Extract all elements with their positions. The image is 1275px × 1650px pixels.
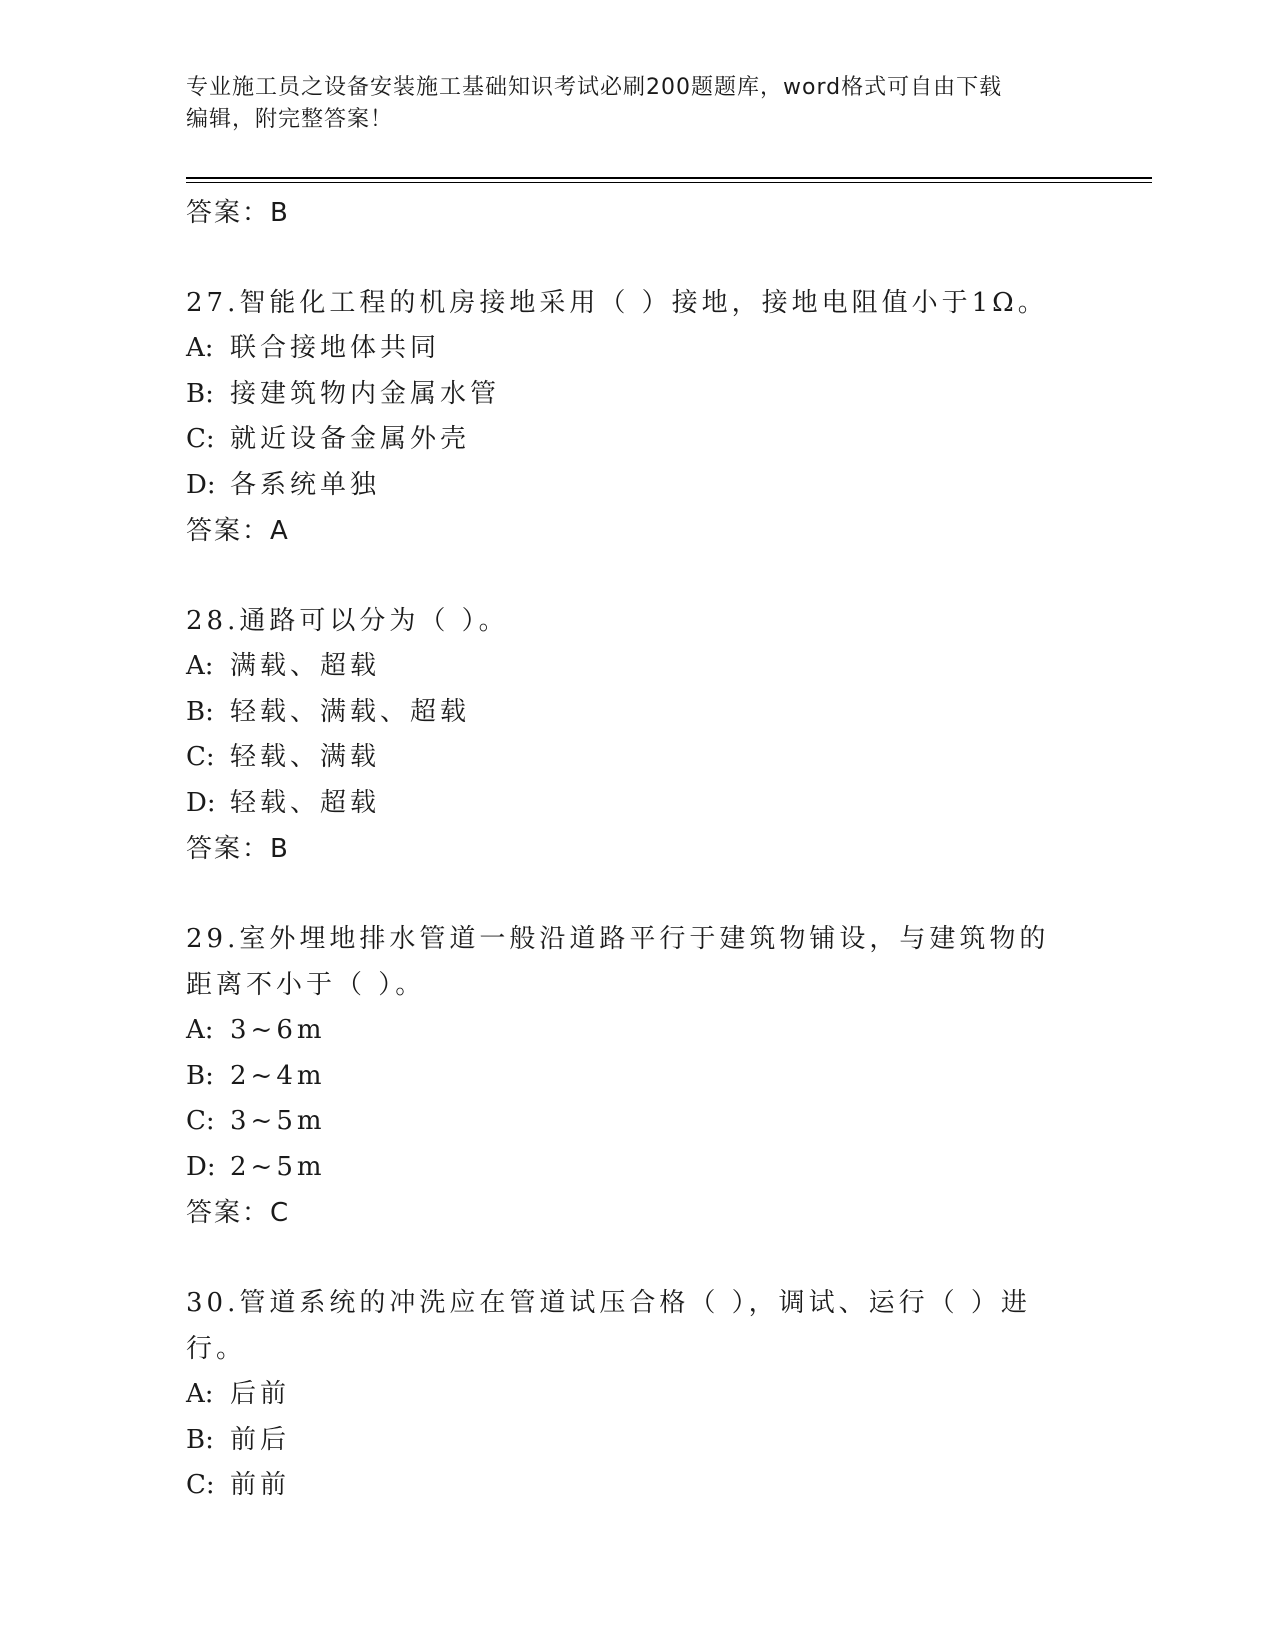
option-text: 前后 xyxy=(230,1424,291,1455)
header-divider-thin xyxy=(186,182,1152,183)
option-text: 轻载、超载 xyxy=(230,787,381,818)
option-key: A: xyxy=(186,1015,214,1045)
option-b xyxy=(186,1054,1086,1100)
header-divider-thick xyxy=(186,177,1152,179)
header-title-line1: 专业施工员之设备安装施工基础知识考试必刷200题题库，word格式可自由下载 xyxy=(186,75,1003,100)
option-key: B: xyxy=(186,378,214,409)
option-c xyxy=(186,1463,1086,1509)
option-key: C: xyxy=(186,742,215,772)
answer: 答案：A xyxy=(186,516,290,546)
option-key: A: xyxy=(186,1379,214,1409)
option-text: 轻载、满载、超载 xyxy=(230,696,471,727)
answer-previous: 答案：B xyxy=(186,198,290,228)
question-block-29 xyxy=(186,916,1086,1236)
option-key: C: xyxy=(186,1470,215,1500)
option-key: B: xyxy=(186,696,214,727)
question-list xyxy=(186,190,1086,1509)
option-key: D: xyxy=(186,1151,216,1182)
option-text: 满载、超载 xyxy=(230,651,381,681)
option-key: D: xyxy=(186,787,216,818)
question-block-27 xyxy=(186,280,1086,554)
answer: 答案：B xyxy=(186,834,290,864)
option-text: 3~6m xyxy=(230,1015,326,1045)
option-b xyxy=(186,690,1086,736)
question-text: 27.智能化工程的机房接地采用（ ）接地，接地电阻值小于1Ω。 xyxy=(186,288,1048,318)
option-text: 后前 xyxy=(230,1379,291,1409)
option-key: C: xyxy=(186,424,215,454)
option-d xyxy=(186,1145,1086,1191)
option-key: D: xyxy=(186,469,216,500)
option-key: C: xyxy=(186,1106,215,1136)
option-c xyxy=(186,735,1086,781)
option-text: 就近设备金属外壳 xyxy=(230,424,471,454)
option-c xyxy=(186,1099,1086,1145)
header-title-line2: 编辑，附完整答案！ xyxy=(186,107,394,132)
question-text: 30.管道系统的冲洗应在管道试压合格（ ），调试、运行（ ）进行。 xyxy=(186,1288,1031,1364)
option-b xyxy=(186,372,1086,418)
option-text: 联合接地体共同 xyxy=(230,333,441,363)
option-b xyxy=(186,1418,1086,1464)
answer: 答案：C xyxy=(186,1198,291,1228)
option-key: B: xyxy=(186,1424,214,1455)
option-a xyxy=(186,1008,1086,1054)
option-text: 各系统单独 xyxy=(230,469,381,500)
option-text: 3~5m xyxy=(230,1106,326,1136)
option-key: A: xyxy=(186,333,214,363)
option-key: A: xyxy=(186,651,214,681)
option-a xyxy=(186,644,1086,690)
option-text: 接建筑物内金属水管 xyxy=(230,378,501,409)
option-key: B: xyxy=(186,1060,214,1091)
document-header xyxy=(186,72,1066,136)
question-block-30 xyxy=(186,1280,1086,1509)
option-c xyxy=(186,417,1086,463)
question-text: 28.通路可以分为（ ）。 xyxy=(186,606,509,636)
option-text: 2~4m xyxy=(230,1060,326,1091)
option-text: 前前 xyxy=(230,1470,291,1500)
question-text: 29.室外埋地排水管道一般沿道路平行于建筑物铺设，与建筑物的距离不小于（ ）。 xyxy=(186,924,1050,1000)
option-text: 轻载、满载 xyxy=(230,742,381,772)
option-d xyxy=(186,463,1086,509)
option-a xyxy=(186,326,1086,372)
question-block-28 xyxy=(186,598,1086,872)
option-d xyxy=(186,781,1086,827)
option-a xyxy=(186,1372,1086,1418)
option-text: 2~5m xyxy=(230,1151,326,1182)
